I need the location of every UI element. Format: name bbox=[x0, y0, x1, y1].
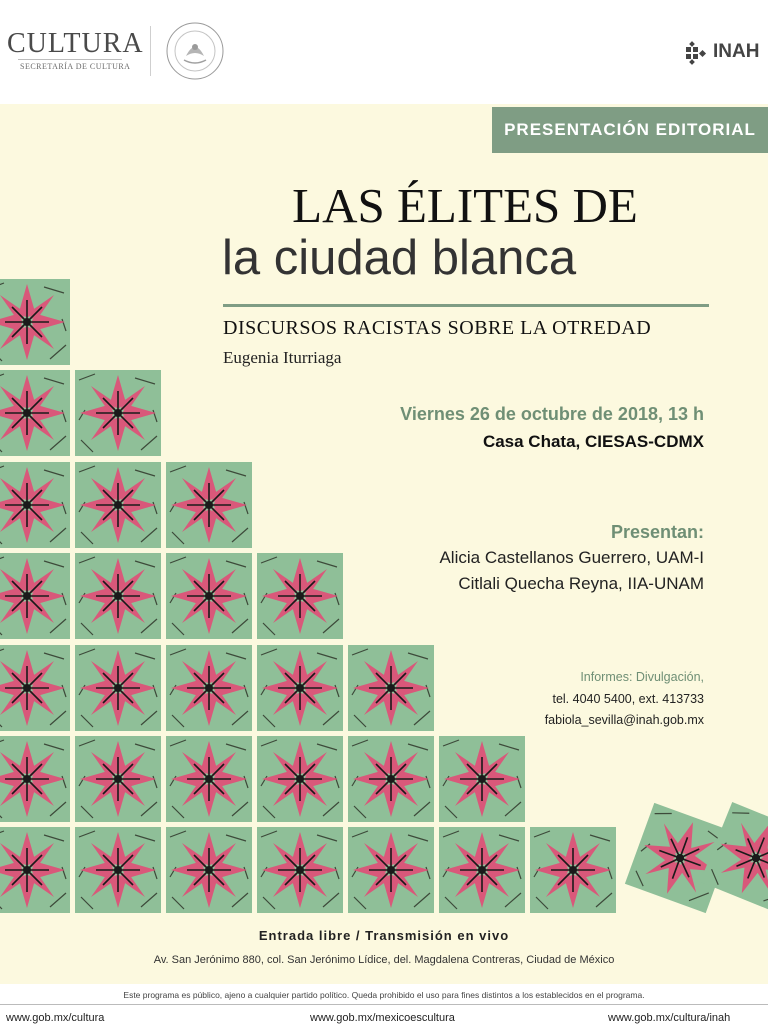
floral-tile bbox=[75, 462, 161, 548]
cultura-logo: CULTURA bbox=[7, 28, 144, 59]
floral-tile bbox=[166, 553, 252, 639]
floral-tile bbox=[439, 736, 525, 822]
entrada-libre: Entrada libre / Transmisión en vivo bbox=[258, 928, 510, 943]
floral-tile bbox=[257, 827, 343, 913]
floral-tile bbox=[166, 827, 252, 913]
presentacion-badge: PRESENTACIÓN EDITORIAL bbox=[492, 107, 768, 153]
book-title-line1: LAS ÉLITES DE bbox=[292, 178, 638, 233]
floral-tile bbox=[348, 645, 434, 731]
floral-tile bbox=[0, 827, 70, 913]
floral-tile bbox=[257, 645, 343, 731]
floral-tile bbox=[75, 827, 161, 913]
floral-tile bbox=[166, 462, 252, 548]
event-place: Casa Chata, CIESAS-CDMX bbox=[482, 432, 704, 451]
floral-tile bbox=[0, 370, 70, 456]
book-title-line2: la ciudad blanca bbox=[222, 231, 577, 285]
floral-tile bbox=[75, 645, 161, 731]
event-date: Viernes 26 de octubre de 2018, 13 h bbox=[400, 404, 704, 424]
floral-tile bbox=[348, 736, 434, 822]
info-phone: tel. 4040 5400, ext. 413733 bbox=[552, 692, 704, 706]
floral-tile bbox=[75, 370, 161, 456]
info-label: Informes: Divulgación, bbox=[580, 670, 704, 684]
presenter-name: Alicia Castellanos Guerrero, UAM-I bbox=[439, 548, 704, 567]
legal-notice: Este programa es público, ajeno a cualquier partido político. Queda prohibido el uso para fines distintos a los establecidos en el programa. bbox=[123, 990, 645, 1000]
floral-tile bbox=[166, 736, 252, 822]
book-author: Eugenia Iturriaga bbox=[223, 348, 342, 367]
floral-tile bbox=[0, 645, 70, 731]
inah-logo: INAH bbox=[713, 41, 760, 62]
floral-tile bbox=[75, 553, 161, 639]
floral-tile bbox=[257, 553, 343, 639]
floral-tile bbox=[166, 645, 252, 731]
url-cultura-inah[interactable]: www.gob.mx/cultura/inah bbox=[608, 1012, 731, 1024]
venue-address: Av. San Jerónimo 880, col. San Jerónimo Lídice, del. Magdalena Contreras, Ciudad de México bbox=[153, 954, 615, 966]
presenter-name: Citlali Quecha Reyna, IIA-UNAM bbox=[458, 574, 704, 593]
floral-tile bbox=[348, 827, 434, 913]
floral-tile bbox=[439, 827, 525, 913]
floral-tile bbox=[0, 553, 70, 639]
info-email: fabiola_sevilla@inah.gob.mx bbox=[544, 713, 704, 727]
cultura-subtitle: SECRETARÍA DE CULTURA bbox=[20, 62, 131, 71]
floral-tile bbox=[257, 736, 343, 822]
floral-tile bbox=[0, 462, 70, 548]
url-mexicoescultura[interactable]: www.gob.mx/mexicoescultura bbox=[310, 1012, 455, 1024]
presenters-heading: Presentan: bbox=[610, 522, 704, 542]
floral-tile bbox=[75, 736, 161, 822]
floral-tile bbox=[0, 736, 70, 822]
url-cultura[interactable]: www.gob.mx/cultura bbox=[6, 1012, 105, 1024]
footer-divider bbox=[0, 1004, 768, 1005]
floral-tile bbox=[530, 827, 616, 913]
book-subtitle: DISCURSOS RACISTAS SOBRE LA OTREDAD bbox=[223, 317, 652, 339]
floral-tile bbox=[0, 279, 70, 365]
